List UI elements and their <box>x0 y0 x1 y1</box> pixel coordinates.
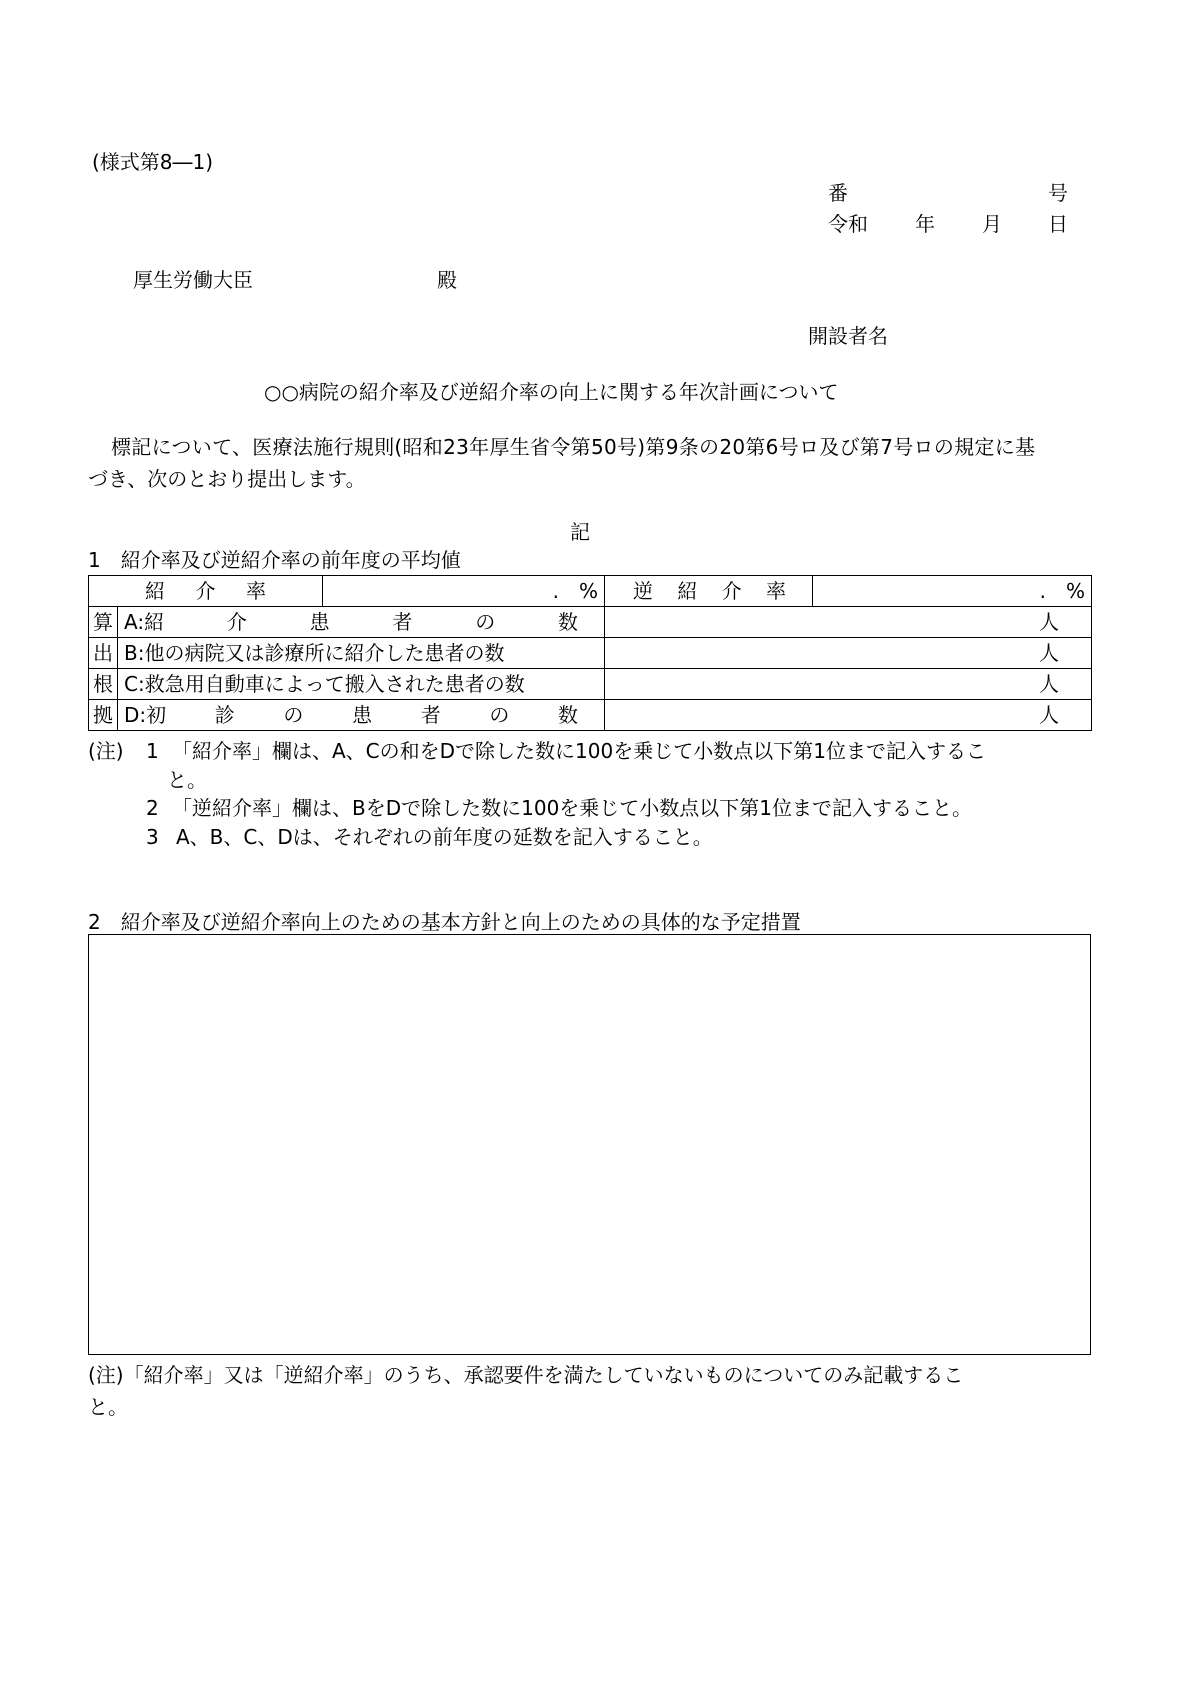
rates-row <box>89 576 1092 607</box>
section1-heading: 1 紹介率及び逆紹介率の前年度の平均値 <box>88 548 461 572</box>
referral-rate-value[interactable]: . % <box>323 576 605 607</box>
table-row <box>89 607 1092 638</box>
label-part: 患 <box>352 703 373 727</box>
basis-label-char: 根 <box>89 669 118 700</box>
label-part: 介 <box>226 610 247 634</box>
addressee-honorific: 殿 <box>437 268 457 292</box>
number-label: 番 <box>828 181 848 205</box>
note-1-line-1: 「紹介率」欄は、A、Cの和をDで除した数に100を乗じて小数点以下第1位まで記入するこ <box>172 739 986 763</box>
label-part: の <box>283 703 304 727</box>
label-part: 数 <box>557 610 578 634</box>
label-part: 診 <box>214 703 235 727</box>
row-a-label <box>118 607 605 638</box>
founder-label: 開設者名 <box>808 324 888 348</box>
section2-heading: 2 紹介率及び逆紹介率向上のための基本方針と向上のための具体的な予定措置 <box>88 910 801 934</box>
form-number: (様式第8―1) <box>92 150 214 174</box>
date-day: 日 <box>1048 212 1068 236</box>
date-era: 令和 <box>828 212 868 236</box>
date-month: 月 <box>982 212 1002 236</box>
label-part: 者 <box>392 610 413 634</box>
referral-rate-label <box>89 576 323 607</box>
label-char: 紹 <box>677 579 698 603</box>
note-3-number: 3 <box>146 825 159 849</box>
basis-label-char: 出 <box>89 638 118 669</box>
row-a-value[interactable]: 人 <box>605 607 1092 638</box>
label-char: 介 <box>195 579 216 603</box>
document-title: ○○病院の紹介率及び逆紹介率の向上に関する年次計画について <box>264 380 839 404</box>
notes-prefix: (注) <box>88 739 124 763</box>
label-char: 紹 <box>145 579 165 603</box>
note-2: 「逆紹介率」欄は、BをDで除した数に100を乗じて小数点以下第1位まで記入すること。 <box>172 796 973 820</box>
label-part: の <box>475 610 496 634</box>
label-part: 者 <box>420 703 441 727</box>
basis-label-char: 拠 <box>89 700 118 731</box>
row-b-label: B:他の病院又は診療所に紹介した患者の数 <box>118 638 605 669</box>
label-part: 患 <box>309 610 330 634</box>
label-part: D:初 <box>124 703 167 727</box>
number-suffix: 号 <box>1048 181 1068 205</box>
body-line-1: 標記について、医療法施行規則(昭和23年厚生省令第50号)第9条の20第6号ロ及び第7号ロの規定に基 <box>111 435 1036 459</box>
row-d-label <box>118 700 605 731</box>
policy-measures-textarea[interactable] <box>88 934 1091 1355</box>
note-2-number: 2 <box>146 796 159 820</box>
note-3: A、B、C、Dは、それぞれの前年度の延数を記入すること。 <box>176 825 713 849</box>
section2-note-line-2: と。 <box>88 1395 128 1419</box>
row-c-value[interactable]: 人 <box>605 669 1092 700</box>
reverse-rate-label <box>605 576 813 607</box>
basis-label-char: 算 <box>89 607 118 638</box>
note-1-line-2: と。 <box>167 768 207 792</box>
reverse-rate-value[interactable]: . % <box>813 576 1092 607</box>
section2-note-line-1: (注)「紹介率」又は「逆紹介率」のうち、承認要件を満たしていないものについてのみ記載するこ <box>88 1363 964 1387</box>
label-part: A:紹 <box>124 610 165 634</box>
date-year: 年 <box>915 212 935 236</box>
body-line-2: づき、次のとおり提出します。 <box>88 467 366 491</box>
addressee-name: 厚生労働大臣 <box>133 268 253 292</box>
label-char: 介 <box>721 579 742 603</box>
label-part: の <box>489 703 510 727</box>
table-row <box>89 638 1092 669</box>
label-part: 数 <box>557 703 578 727</box>
table-row <box>89 669 1092 700</box>
label-char: 率 <box>246 579 266 603</box>
label-char: 逆 <box>633 579 653 603</box>
row-c-label: C:救急用自動車によって搬入された患者の数 <box>118 669 605 700</box>
note-1-number: 1 <box>146 739 159 763</box>
row-b-value[interactable]: 人 <box>605 638 1092 669</box>
table-row <box>89 700 1092 731</box>
rates-table <box>88 575 1092 731</box>
ki-label: 記 <box>570 520 590 544</box>
row-d-value[interactable]: 人 <box>605 700 1092 731</box>
label-char: 率 <box>765 579 786 603</box>
